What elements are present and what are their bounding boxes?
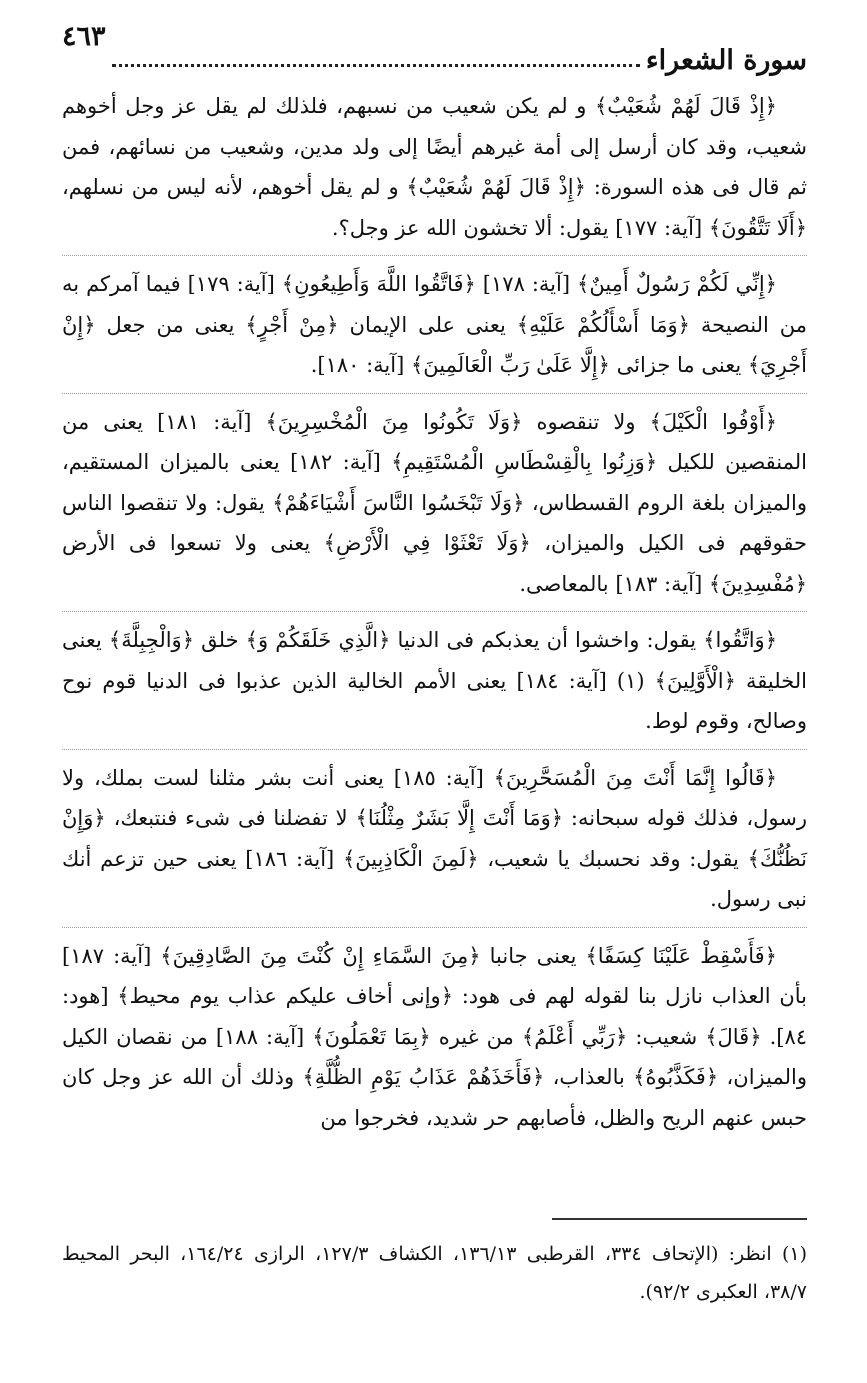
header-dotted-leader — [112, 64, 640, 67]
page-header — [62, 21, 807, 76]
surah-title: سورة الشعراء — [645, 45, 807, 76]
page-number: ٤٦٣ — [62, 21, 106, 52]
paragraph-4: ﴿وَاتَّقُوا﴾ يقول: واخشوا أن يعذبكم فى الدنيا ﴿الَّذِي خَلَقَكُمْ وَ﴾ خلق ﴿وَالْجِبِلَّةَ﴾ يعنى الخليقة ﴿الْأَوَّلِينَ﴾ (١) [آية: ١٨٤] يعنى الأمم الخالية الذين عذبوا فى الدنيا قوم نوح وصالح، وقوم لوط. — [62, 620, 807, 750]
paragraph-5: ﴿قَالُوا إِنَّمَا أَنْتَ مِنَ الْمُسَحَّرِينَ﴾ [آية: ١٨٥] يعنى أنت بشر مثلنا لست بملك، ولا رسول، فذلك قوله سبحانه: ﴿وَمَا أَنْتَ إِلَّا بَشَرٌ مِثْلُنَا﴾ لا تفضلنا فى شىء فنتبعك، ﴿وَإِنْ نَظُنُّكَ﴾ يقول: وقد نحسبك يا شعيب، ﴿لَمِنَ الْكَاذِبِينَ﴾ [آية: ١٨٦] يعنى حين تزعم أنك نبى رسول. — [62, 758, 807, 928]
footnote-separator — [552, 1218, 807, 1220]
footnote: (١) انظر: (الإتحاف ٣٣٤، القرطبى ١٣٦/١٣، الكشاف ١٢٧/٣، الرازى ١٦٤/٢٤، البحر المحيط ٣٨/٧، العكبرى ٩٢/٢). — [62, 1243, 807, 1303]
paragraph-1: ﴿إِذْ قَالَ لَهُمْ شُعَيْبٌ﴾ و لم يكن شعيب من نسبهم، فلذلك لم يقل عز وجل أخوهم شعيب، وقد كان أرسل إلى أمة غيرهم أيضًا إلى ولد مدين، وشعيب من نسائهم، فمن ثم قال فى هذه السورة: ﴿إِذْ قَالَ لَهُمْ شُعَيْبٌ﴾ و لم يقل أخوهم، لأنه ليس من نسلهم، ﴿أَلَا تَتَّقُونَ﴾ [آية: ١٧٧] يقول: ألا تخشون الله عز وجل؟. — [62, 86, 807, 256]
paragraph-3: ﴿أَوْفُوا الْكَيْلَ﴾ ولا تنقصوه ﴿وَلَا تَكُونُوا مِنَ الْمُخْسِرِينَ﴾ [آية: ١٨١] يعنى من المنقصين للكيل ﴿وَزِنُوا بِالْقِسْطَاسِ الْمُسْتَقِيمِ﴾ [آية: ١٨٢] يعنى بالميزان المستقيم، والميزان بلغة الروم القسطاس، ﴿وَلَا تَبْخَسُوا النَّاسَ أَشْيَاءَهُمْ﴾ يقول: ولا تنقصوا الناس حقوقهم فى الكيل والميزان، ﴿وَلَا تَعْثَوْا فِي الْأَرْضِ﴾ يعنى ولا تسعوا فى الأرض ﴿مُفْسِدِينَ﴾ [آية: ١٨٣] بالمعاصى. — [62, 402, 807, 613]
commentary-body — [62, 86, 807, 1153]
paragraph-2: ﴿إِنِّي لَكُمْ رَسُولٌ أَمِينٌ﴾ [آية: ١٧٨] ﴿فَاتَّقُوا اللَّهَ وَأَطِيعُونِ﴾ [آية: ١٧٩] فيما آمركم به من النصيحة ﴿وَمَا أَسْأَلُكُمْ عَلَيْهِ﴾ يعنى على الإيمان ﴿مِنْ أَجْرٍ﴾ يعنى من جعل ﴿إِنْ أَجْرِيَ﴾ يعنى ما جزائى ﴿إِلَّا عَلَىٰ رَبِّ الْعَالَمِينَ﴾ [آية: ١٨٠]. — [62, 264, 807, 394]
paragraph-6: ﴿فَأَسْقِطْ عَلَيْنَا كِسَفًا﴾ يعنى جانبا ﴿مِنَ السَّمَاءِ إِنْ كُنْتَ مِنَ الصَّادِقِينَ﴾ [آية: ١٨٧] بأن العذاب نازل بنا لقوله لهم فى هود: ﴿وإنى أخاف عليكم عذاب يوم محيط﴾ [هود: ٨٤]. ﴿قَالَ﴾ شعيب: ﴿رَبِّي أَعْلَمُ﴾ من غيره ﴿بِمَا تَعْمَلُونَ﴾ [آية: ١٨٨] من نقصان الكيل والميزان، ﴿فَكَذَّبُوهُ﴾ بالعذاب، ﴿فَأَخَذَهُمْ عَذَابُ يَوْمِ الظُّلَّةِ﴾ وذلك أن الله عز وجل كان حبس عنهم الريح والظل، فأصابهم حر شديد، فخرجوا من — [62, 943, 807, 1130]
